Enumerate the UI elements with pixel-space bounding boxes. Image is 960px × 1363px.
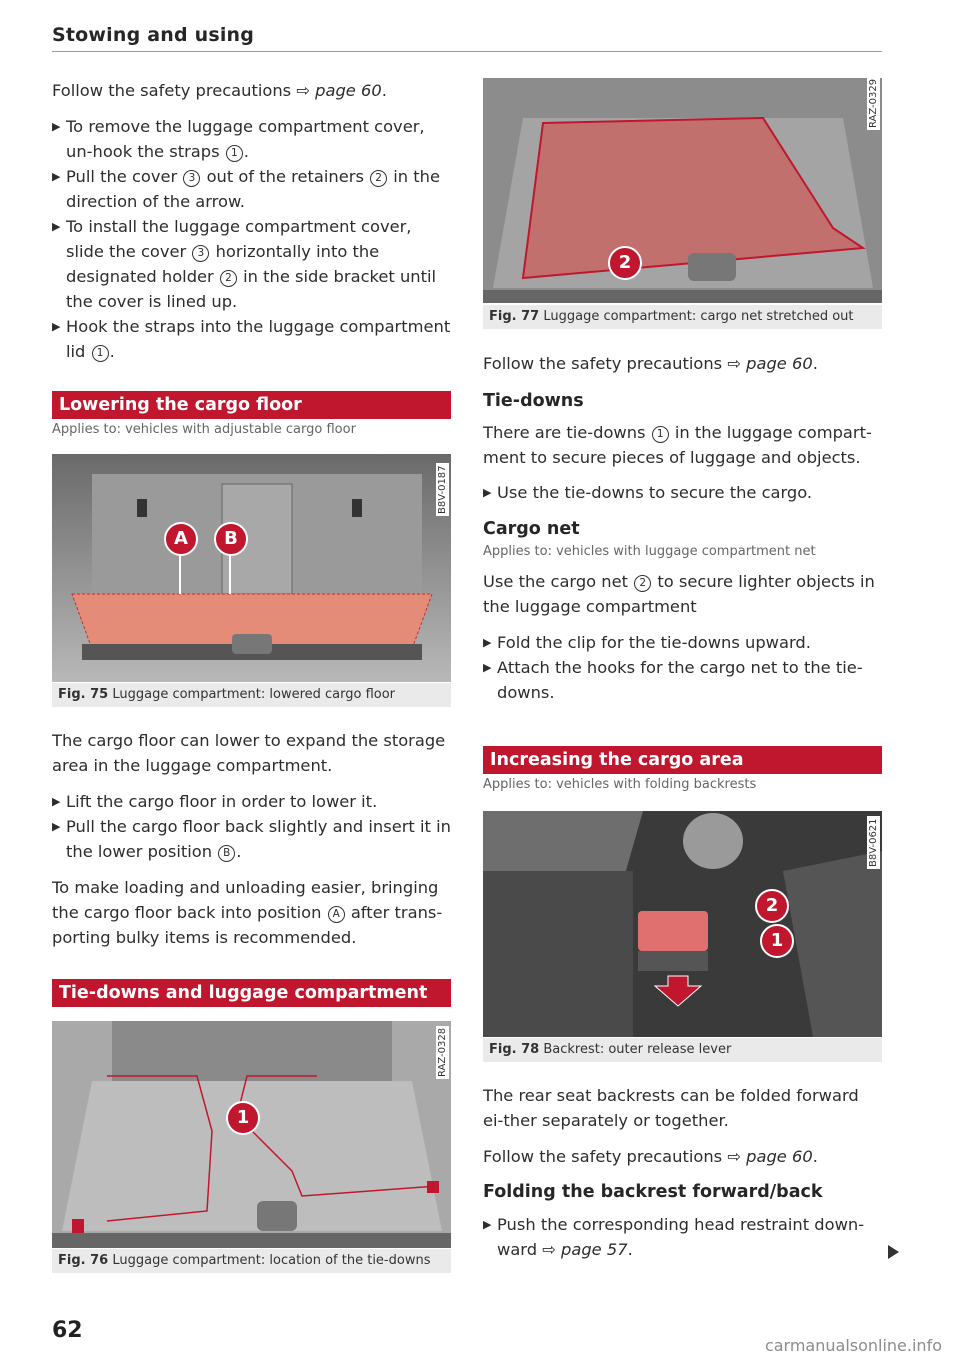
figure-76-image [52,1021,451,1248]
callout-3: 3 [192,245,209,262]
figure-code: B8V-0187 [437,465,448,514]
step-use-tiedowns: ▶ Use the tie-downs to secure the cargo. [483,480,883,505]
subheading-tiedowns: Tie-downs [483,391,584,411]
bullet-icon: ▶ [52,820,61,833]
right-upper-body [483,351,883,705]
backrest-para: The rear seat backrests can be folded forward ei-ther separately or together. [483,1086,859,1130]
figure-label-2: 2 [608,246,642,280]
step-install-cover: ▶ To install the luggage compartment cover, slide the cover 3 horizontally into the designated holder 2 in the side bracket until the cover is lined up. [52,214,452,314]
bullet-icon: ▶ [52,170,61,183]
cargo-net-para: Use the cargo net 2 to secure lighter objects in the luggage compartment [483,572,875,616]
applies-note: Applies to: vehicles with luggage compartment net [483,544,816,559]
figure-label-1: 1 [760,924,794,958]
callout-1: 1 [92,345,109,362]
callout-1: 1 [226,145,243,162]
bullet-icon: ▶ [483,1218,492,1231]
tiedowns-para: There are tie-downs 1 in the luggage compart-ment to secure pieces of luggage and objects. [483,423,872,467]
section-banner-increasing: Increasing the cargo area [483,746,882,774]
callout-2: 2 [370,170,387,187]
figure-code: RAZ-0329 [868,78,879,128]
page-number: 62 [52,1318,83,1343]
lowering-para: The cargo floor can lower to expand the storage area in the luggage compartment. [52,731,446,775]
bullet-icon: ▶ [483,636,492,649]
figure-label-1: 1 [226,1101,260,1135]
header-divider [52,51,882,52]
applies-note: Applies to: vehicles with folding backrests [483,777,757,792]
step-hook-straps: ▶ Hook the straps into the luggage compartment lid 1 . [52,314,452,364]
callout-2: 2 [634,575,651,592]
bullet-icon: ▶ [52,320,61,333]
page-link[interactable]: ⇨ page 60 [727,1147,813,1166]
figure-label-a: A [164,522,198,556]
figure-label-b: B [214,522,248,556]
page-link[interactable]: ⇨ page 60 [727,354,813,373]
bullet-icon: ▶ [483,486,492,499]
callout-b: B [218,845,235,862]
step-pull-cover: ▶ Pull the cover 3 out of the retainers 2 in the direction of the arrow. [52,164,452,214]
step-attach-hooks: ▶ Attach the hooks for the cargo net to the tie-downs. [483,655,883,705]
bullet-icon: ▶ [52,120,61,133]
section-banner-tiedowns-net: Tie-downs and luggage compartment [52,979,451,1007]
lowering-body [52,728,452,950]
right-lower-body [483,1083,883,1262]
subheading-folding-backrest: Folding the backrest forward/back [483,1182,823,1202]
figure-78-image [483,811,882,1037]
bullet-icon: ▶ [52,795,61,808]
left-column [52,78,452,364]
safety-intro: Follow the safety precautions ⇨ page 60. [483,354,818,373]
subheading-cargo-net: Cargo net [483,519,580,539]
callout-1: 1 [652,426,669,443]
section-banner-lowering: Lowering the cargo floor [52,391,451,419]
step-pull-floor: ▶ Pull the cargo floor back slightly and insert it in the lower position B . [52,814,452,864]
step-fold-clip: ▶ Fold the clip for the tie-downs upward. [483,630,883,655]
page-link[interactable]: ⇨ page 60 [296,81,382,100]
figure-77-caption: Fig. 77 Luggage compartment: cargo net stretched out [483,305,882,329]
figure-75-caption: Fig. 75 Luggage compartment: lowered cargo floor [52,683,451,707]
figure-75-image [52,454,451,682]
loading-para: To make loading and unloading easier, bringing the cargo floor back into position A after trans-porting bulky items is recommended. [52,878,443,947]
callout-2: 2 [220,270,237,287]
figure-label-2: 2 [755,889,789,923]
figure-77-image [483,78,882,303]
section-title: Stowing and using [52,24,255,46]
step-remove-cover: ▶ To remove the luggage compartment cover, un-hook the straps 1 . [52,114,452,164]
step-lift-floor: ▶ Lift the cargo floor in order to lower it. [52,789,452,814]
bullet-icon: ▶ [52,220,61,233]
continue-arrow-icon [888,1245,899,1259]
figure-78-caption: Fig. 78 Backrest: outer release lever [483,1038,882,1062]
figure-code: RAZ-0328 [437,1027,448,1077]
safety-intro: Follow the safety precautions ⇨ page 60. [52,81,387,100]
figure-code: B8V-0621 [868,818,879,867]
bullet-icon: ▶ [483,661,492,674]
figure-76-caption: Fig. 76 Luggage compartment: location of the tie-downs [52,1249,451,1273]
applies-note: Applies to: vehicles with adjustable cargo floor [52,422,356,437]
page-link[interactable]: ⇨ page 57 [542,1240,628,1259]
callout-3: 3 [183,170,200,187]
step-push-head-restraint: ▶ Push the corresponding head restraint down-ward ⇨ page 57. [483,1212,883,1262]
callout-a: A [328,906,345,923]
safety-intro: Follow the safety precautions ⇨ page 60. [483,1147,818,1166]
watermark: carmanualsonline.info [764,1336,942,1355]
